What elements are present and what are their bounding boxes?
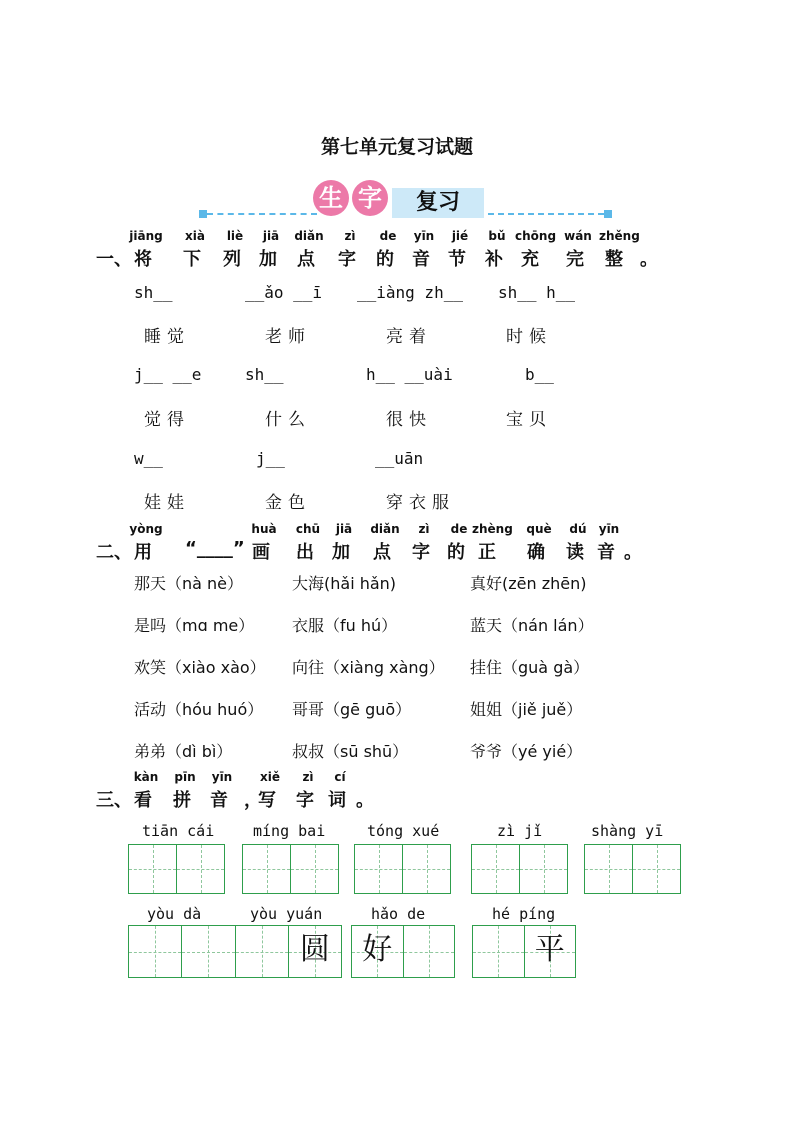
pinyin-blank: sh__ h__ bbox=[498, 283, 576, 302]
s2-char: “____” bbox=[185, 538, 245, 559]
word: 娃娃 bbox=[144, 493, 190, 513]
pinyin-blank: j__ __e bbox=[134, 365, 202, 384]
banner-square-left bbox=[199, 210, 207, 218]
s3-end: 。 bbox=[356, 790, 374, 811]
pinyin-blank: __uān bbox=[375, 449, 424, 468]
s1-char: 的 bbox=[376, 249, 394, 270]
choice-item: 爷爷（yé yié） bbox=[470, 742, 583, 761]
s1-pinyin: liè bbox=[226, 229, 244, 243]
grid-cell bbox=[129, 926, 182, 977]
grid-cell bbox=[633, 845, 680, 893]
choice-item: 活动（hóu huó） bbox=[134, 700, 264, 719]
grid-pinyin: hé píng bbox=[492, 905, 556, 923]
choice-item: 叔叔（sū shū） bbox=[292, 742, 409, 761]
grid-cell bbox=[355, 845, 403, 893]
s1-char: 补 bbox=[485, 249, 503, 270]
word: 金色 bbox=[265, 493, 311, 513]
banner-circle-2: 字 bbox=[352, 180, 388, 216]
banner-line-left bbox=[207, 213, 317, 215]
given-char: 平 bbox=[534, 932, 565, 967]
writing-grid bbox=[472, 925, 576, 978]
word: 老师 bbox=[265, 327, 311, 347]
s2-char: 点 bbox=[373, 542, 391, 563]
writing-grid bbox=[471, 844, 568, 894]
pinyin-blank: b__ bbox=[525, 365, 554, 384]
writing-grid bbox=[351, 925, 455, 978]
grid-cell bbox=[177, 845, 224, 893]
choice-item: 蓝天（nán lán） bbox=[470, 616, 594, 635]
s2-pinyin: yòng bbox=[129, 522, 163, 536]
s1-pinyin: zhěng bbox=[599, 229, 640, 243]
grid-pinyin: yòu dà bbox=[147, 905, 202, 923]
s1-char: 充 bbox=[521, 249, 539, 270]
s3-char: 音 bbox=[210, 790, 228, 811]
grid-cell bbox=[520, 845, 567, 893]
s2-end: 。 bbox=[624, 542, 642, 563]
writing-grid bbox=[242, 844, 339, 894]
s1-char: 加 bbox=[259, 249, 277, 270]
grid-pinyin: míng bai bbox=[253, 822, 326, 840]
s2-char: 出 bbox=[296, 542, 314, 563]
banner-line-right bbox=[488, 213, 604, 215]
s2-char: 字 bbox=[412, 542, 430, 563]
banner-label: 复习 bbox=[392, 188, 484, 218]
s2-pinyin: de bbox=[450, 522, 468, 536]
grid-pinyin: tiān cái bbox=[142, 822, 215, 840]
grid-pinyin: tóng xué bbox=[367, 822, 440, 840]
grid-cell bbox=[243, 845, 291, 893]
s1-pinyin: zì bbox=[344, 229, 356, 243]
s1-char: 完 bbox=[566, 249, 584, 270]
s2-pinyin: chū bbox=[295, 522, 321, 536]
word: 时候 bbox=[506, 327, 552, 347]
pinyin-blank: __ǎo __ī bbox=[245, 283, 323, 302]
choice-item: 那天（nà nè） bbox=[134, 574, 244, 593]
s1-char: 将 bbox=[134, 249, 152, 270]
pinyin-blank: w__ bbox=[134, 449, 163, 468]
s2-pinyin: què bbox=[526, 522, 552, 536]
word: 亮着 bbox=[386, 327, 432, 347]
s2-pinyin: dú bbox=[569, 522, 587, 536]
s3-pinyin: pīn bbox=[174, 770, 196, 784]
s3-char: 看 bbox=[134, 790, 152, 811]
word: 很快 bbox=[386, 410, 432, 430]
choice-item: 哥哥（gē guō） bbox=[292, 700, 412, 719]
s3-pinyin: zì bbox=[302, 770, 314, 784]
s1-pinyin: chōng bbox=[515, 229, 557, 243]
choice-item: 大海(hǎi hǎn) bbox=[292, 574, 397, 593]
grid-pinyin: shàng yī bbox=[591, 822, 664, 840]
pinyin-blank: j__ bbox=[256, 449, 285, 468]
s3-char: 写 bbox=[258, 790, 276, 811]
s2-pinyin: yīn bbox=[598, 522, 620, 536]
page-title: 第七单元复习试题 bbox=[320, 136, 473, 158]
s2-pinyin: diǎn bbox=[370, 522, 400, 536]
word: 穿衣服 bbox=[386, 493, 455, 513]
pinyin-blank: __iàng zh__ bbox=[357, 283, 463, 302]
writing-grid bbox=[128, 844, 225, 894]
s3-number: 三、 bbox=[96, 790, 132, 811]
s1-char: 列 bbox=[223, 249, 241, 270]
s2-char: 加 bbox=[332, 542, 350, 563]
grid-cell bbox=[236, 926, 289, 977]
s3-pinyin: yīn bbox=[211, 770, 233, 784]
s1-pinyin: xià bbox=[185, 229, 205, 243]
writing-grid bbox=[354, 844, 451, 894]
s1-number: 一、 bbox=[96, 249, 132, 270]
s3-char: 字 bbox=[296, 790, 314, 811]
s2-pinyin: zhèng bbox=[472, 522, 513, 536]
s3-char: 词 bbox=[328, 790, 346, 811]
s2-char: 确 bbox=[527, 542, 545, 563]
s1-pinyin: jié bbox=[451, 229, 469, 243]
pinyin-blank: sh__ bbox=[245, 365, 284, 384]
s2-char: 音 bbox=[597, 542, 615, 563]
s1-char: 整 bbox=[605, 249, 623, 270]
choice-item: 欢笑（xiào xào） bbox=[134, 658, 266, 677]
grid-cell bbox=[585, 845, 633, 893]
s3-char: ， bbox=[244, 790, 262, 811]
grid-cell bbox=[473, 926, 525, 977]
s2-pinyin: huà bbox=[251, 522, 277, 536]
grid-cell bbox=[291, 845, 338, 893]
s1-char: 字 bbox=[338, 249, 356, 270]
writing-grid bbox=[128, 925, 342, 978]
s1-char: 下 bbox=[183, 249, 201, 270]
s2-pinyin: jiā bbox=[335, 522, 353, 536]
s2-char: 画 bbox=[252, 542, 270, 563]
s2-char: 的 bbox=[447, 542, 465, 563]
s3-char: 拼 bbox=[173, 790, 191, 811]
word: 宝贝 bbox=[506, 410, 552, 430]
banner-square-right bbox=[604, 210, 612, 218]
s2-number: 二、 bbox=[96, 542, 132, 563]
s3-pinyin: xiě bbox=[260, 770, 280, 784]
s2-char: 读 bbox=[566, 542, 584, 563]
choice-item: 弟弟（dì bì） bbox=[134, 742, 233, 761]
choice-item: 真好(zēn zhēn) bbox=[470, 574, 587, 593]
writing-grid bbox=[584, 844, 681, 894]
pinyin-blank: h__ __uài bbox=[366, 365, 453, 384]
grid-pinyin: zì jǐ bbox=[497, 822, 543, 840]
s1-pinyin: wán bbox=[564, 229, 592, 243]
s1-end: 。 bbox=[640, 249, 658, 270]
given-char: 圆 bbox=[299, 932, 330, 967]
s1-char: 音 bbox=[412, 249, 430, 270]
grid-cell bbox=[352, 926, 404, 977]
banner-circle-1: 生 bbox=[313, 180, 349, 216]
s2-char: 用 bbox=[134, 542, 152, 563]
grid-cell bbox=[403, 845, 450, 893]
grid-cell bbox=[525, 926, 576, 977]
s1-pinyin: jiā bbox=[262, 229, 280, 243]
grid-pinyin: hǎo de bbox=[371, 905, 426, 923]
choice-item: 向往（xiàng xàng） bbox=[292, 658, 445, 677]
word: 睡觉 bbox=[144, 327, 190, 347]
s1-pinyin: de bbox=[379, 229, 397, 243]
word: 什么 bbox=[265, 410, 311, 430]
choice-item: 是吗（mɑ me） bbox=[134, 616, 255, 635]
choice-item: 挂住（guà gà） bbox=[470, 658, 590, 677]
grid-cell bbox=[404, 926, 455, 977]
s1-pinyin: jiāng bbox=[129, 229, 163, 243]
grid-cell bbox=[289, 926, 341, 977]
s1-pinyin: diǎn bbox=[294, 229, 324, 243]
choice-item: 衣服（fu hú） bbox=[292, 616, 398, 635]
pinyin-blank: sh__ bbox=[134, 283, 173, 302]
s3-pinyin: kàn bbox=[133, 770, 159, 784]
s3-pinyin: cí bbox=[334, 770, 346, 784]
s1-char: 点 bbox=[297, 249, 315, 270]
grid-cell bbox=[182, 926, 235, 977]
word: 觉得 bbox=[144, 410, 190, 430]
grid-cell bbox=[472, 845, 520, 893]
s1-pinyin: bǔ bbox=[488, 229, 506, 243]
s2-pinyin: zì bbox=[418, 522, 430, 536]
choice-item: 姐姐（jiě juě） bbox=[470, 700, 583, 719]
s1-pinyin: yīn bbox=[413, 229, 435, 243]
grid-cell bbox=[129, 845, 177, 893]
given-char: 好 bbox=[362, 932, 393, 967]
grid-pinyin: yòu yuán bbox=[250, 905, 323, 923]
s2-char: 正 bbox=[478, 542, 496, 563]
s1-char: 节 bbox=[448, 249, 466, 270]
